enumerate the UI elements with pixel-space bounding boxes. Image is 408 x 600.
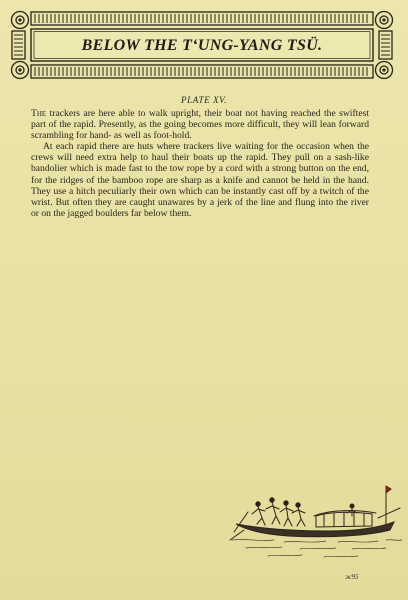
body-text [31, 108, 369, 219]
tracker-boat-illustration [228, 478, 404, 578]
title-frame [9, 9, 395, 81]
paragraph [31, 141, 369, 219]
paragraph [31, 108, 369, 141]
page-title: BELOW THE T‘UNG-YANG TSÜ. [81, 37, 323, 54]
artist-signature: ж95 [345, 573, 359, 581]
paragraph-lead: The [31, 108, 47, 119]
paragraph-text: trackers are here able to walk upright, their boat not having reached the swiftest part of the rapid. Presently, as the going becomes more difficult, they will lean forward scrambling for hand- as well as foot-hold. [31, 108, 369, 142]
paragraph-text: At each rapid there are huts where trackers live waiting for the occasion when the crews will need extra help to haul their boats up the rapid. They pull on a sash-like bandolier which is made fast to the tow rope by a cord with a strong button on the end, for the ridges of the bamboo rope are sharp as a knife and cannot be held in the hand. They use a hitch peculiarly their own which can be instantly cast off by a twitch of the wrist. But often they are caught unawares by a jerk of the line and flung into the river or on the jagged boulders far below them. [31, 141, 369, 219]
plate-label: PLATE XV. [181, 95, 227, 105]
